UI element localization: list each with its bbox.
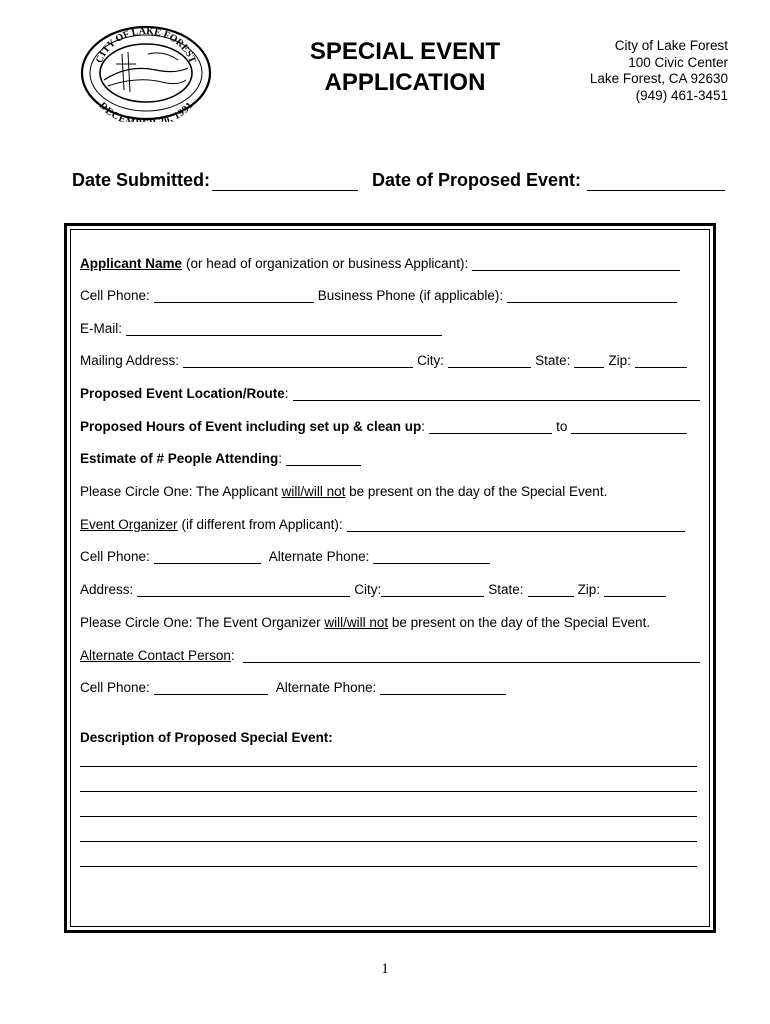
email-field[interactable] xyxy=(126,321,442,336)
attendance-label: Estimate of # People Attending xyxy=(80,451,279,466)
hours-colon: : xyxy=(421,419,426,434)
alternate-contact-row xyxy=(80,645,700,663)
email-label: E-Mail: xyxy=(80,321,123,336)
city-seal xyxy=(78,24,214,122)
applicant-present-post: be present on the day of the Special Event. xyxy=(345,484,608,499)
location-row xyxy=(80,383,700,401)
description-heading-row xyxy=(80,727,700,745)
page-number: 1 xyxy=(381,961,389,977)
organizer-present-post: be present on the day of the Special Event. xyxy=(388,615,651,630)
applicant-will-will-not[interactable]: will/will not xyxy=(281,484,346,499)
applicant-name-row xyxy=(80,253,700,271)
organizer-present-row xyxy=(80,612,700,630)
location-label: Proposed Event Location/Route xyxy=(80,386,285,401)
organizer-field[interactable] xyxy=(347,517,685,532)
organizer-note: (if different from Applicant): xyxy=(181,517,343,532)
mailing-address-field[interactable] xyxy=(183,353,413,368)
organizer-address-field[interactable] xyxy=(137,582,350,597)
applicant-name-note: (or head of organization or business Applicant): xyxy=(186,256,469,271)
applicant-present-row xyxy=(80,481,700,499)
mailing-address-label: Mailing Address: xyxy=(80,353,180,368)
address-line-3: Lake Forest, CA 92630 xyxy=(589,71,728,86)
applicant-name-field[interactable] xyxy=(472,256,680,271)
organizer-state-field[interactable] xyxy=(528,582,574,597)
business-phone-field[interactable] xyxy=(507,288,677,303)
mailing-state-field[interactable] xyxy=(574,353,604,368)
cell-phone-label: Cell Phone: xyxy=(80,288,150,303)
applicant-present-pre: Please Circle One: The Applicant xyxy=(80,484,282,499)
attendance-row xyxy=(80,448,700,466)
applicant-phone-row xyxy=(80,285,700,303)
address-line-2: 100 Civic Center xyxy=(628,54,728,70)
title-line-1: SPECIAL EVENT xyxy=(309,38,501,65)
description-line-1[interactable] xyxy=(80,766,697,767)
organizer-row xyxy=(80,514,700,532)
mailing-zip-field[interactable] xyxy=(635,353,687,368)
svg-text:CITY OF LAKE FOREST xyxy=(94,26,198,65)
city-address xyxy=(590,38,728,104)
organizer-zip-label: Zip: xyxy=(577,582,601,597)
hours-to-label: to xyxy=(556,419,568,434)
organizer-alt-phone-field[interactable] xyxy=(373,549,490,564)
alternate-cell-field[interactable] xyxy=(154,680,268,695)
zip-label: Zip: xyxy=(608,353,631,368)
alternate-contact-colon: : xyxy=(230,648,235,663)
description-label: Description of Proposed Special Event: xyxy=(80,730,333,745)
organizer-zip-field[interactable] xyxy=(604,582,666,597)
address-line-4: (949) 461-3451 xyxy=(635,87,728,103)
hours-end-field[interactable] xyxy=(571,419,687,434)
business-phone-label: Business Phone (if applicable): xyxy=(317,288,504,303)
applicant-cell-phone-field[interactable] xyxy=(154,288,314,303)
date-proposed-field[interactable] xyxy=(587,172,725,191)
organizer-cell-label: Cell Phone: xyxy=(80,549,150,564)
location-field[interactable] xyxy=(293,386,700,401)
address-line-1: City of Lake Forest xyxy=(614,38,728,53)
alternate-contact-field[interactable] xyxy=(243,648,700,663)
email-row xyxy=(80,318,700,336)
description-line-3[interactable] xyxy=(80,816,697,817)
applicant-name-label: Applicant Name xyxy=(80,256,183,271)
date-fields xyxy=(72,170,732,191)
organizer-state-label: State: xyxy=(488,582,524,597)
alternate-alt-phone-label: Alternate Phone: xyxy=(275,680,377,695)
organizer-will-will-not[interactable]: will/will not xyxy=(324,615,389,630)
city-label: City: xyxy=(417,353,445,368)
attendance-field[interactable] xyxy=(286,451,361,466)
document-title xyxy=(290,36,520,98)
state-label: State: xyxy=(535,353,571,368)
date-submitted-label: Date Submitted: xyxy=(72,170,211,190)
seal-top-text: CITY OF LAKE FOREST xyxy=(94,25,198,65)
alternate-contact-label: Alternate Contact Person xyxy=(80,648,231,663)
alternate-cell-label: Cell Phone: xyxy=(80,680,150,695)
hours-start-field[interactable] xyxy=(429,419,552,434)
organizer-label: Event Organizer xyxy=(80,517,178,532)
organizer-phone-row xyxy=(80,546,700,564)
organizer-address-label: Address: xyxy=(80,582,134,597)
title-line-2: APPLICATION xyxy=(324,69,486,96)
organizer-present-pre: Please Circle One: The Event Organizer xyxy=(80,615,325,630)
alternate-contact-phone-row xyxy=(80,677,700,695)
organizer-address-row xyxy=(80,579,700,597)
attendance-colon: : xyxy=(278,451,283,466)
date-proposed-label: Date of Proposed Event: xyxy=(372,170,582,190)
hours-label: Proposed Hours of Event including set up & clean up xyxy=(80,419,422,434)
organizer-city-field[interactable] xyxy=(381,582,484,597)
seal-bottom-text: DECEM 20, 1991 xyxy=(96,100,196,122)
hours-row xyxy=(80,416,700,434)
alternate-alt-phone-field[interactable] xyxy=(380,680,506,695)
organizer-alt-phone-label: Alternate Phone: xyxy=(268,549,370,564)
date-submitted-field[interactable] xyxy=(212,172,358,191)
mailing-city-field[interactable] xyxy=(448,353,531,368)
location-colon: : xyxy=(284,386,289,401)
organizer-city-label: City: xyxy=(354,582,382,597)
description-line-5[interactable] xyxy=(80,866,697,867)
description-line-2[interactable] xyxy=(80,791,697,792)
description-line-4[interactable] xyxy=(80,841,697,842)
organizer-cell-field[interactable] xyxy=(154,549,261,564)
mailing-address-row xyxy=(80,350,700,368)
